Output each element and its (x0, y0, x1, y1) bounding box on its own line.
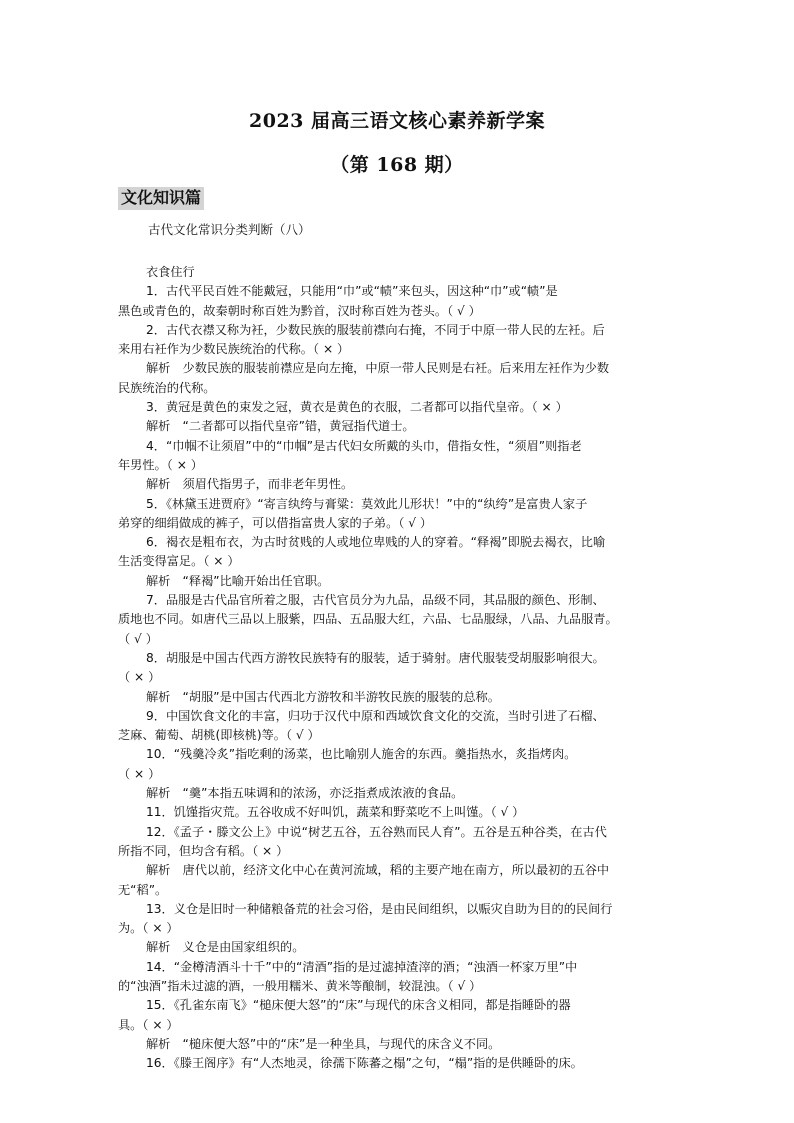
text-line: 所指不同，但均含有稻。（ × ） (118, 843, 289, 858)
text-line: 12．《孟子・滕文公上》中说“树艺五谷，五谷熟而民人育”。五谷是五种谷类，在古代 (146, 824, 607, 839)
text-line: 5．《林黛玉进贾府》“寄言纨绔与膏粱：莫效此儿形状！”中的“纨绔”是富贵人家子 (146, 496, 588, 511)
text-line: 3．黄冠是黄色的束发之冠，黄衣是黄色的衣服，二者都可以指代皇帝。（ × ） (146, 400, 568, 415)
text-line: 解析 须眉代指男子，而非老年男性。 (146, 477, 354, 492)
text-line: 4．“巾帼不让须眉”中的“巾帼”是古代妇女所戴的头巾，借指女性，“须眉”则指老 (146, 438, 582, 453)
text-line: 解析 “槌床便大怒”中的“床”是一种坐具，与现代的床含义不同。 (146, 1036, 501, 1051)
text-line: 15．《孔雀东南飞》“槌床便大怒”的“床”与现代的床含义相同，都是指睡卧的器 (146, 998, 571, 1013)
text-line: 具。（ × ） (118, 1017, 179, 1032)
text-line: 解析 唐代以前，经济文化中心在黄河流域，稻的主要产地在南方，所以最初的五谷中 (146, 863, 610, 878)
text-line: 解析 少数民族的服装前襟应是向左掩，中原一带人民则是右衽。后来用左衽作为少数 (146, 361, 610, 376)
text-line: 弟穿的细绢做成的裤子，可以借指富贵人家的子弟。（ √ ） (118, 515, 433, 530)
issue-number: （第 168 期） (330, 154, 464, 176)
text-line: 解析 “释褐”比喻开始出任官职。 (146, 573, 330, 588)
text-line: 衣食住行 (146, 265, 195, 279)
text-line: 14．“金樽清酒斗十千”中的“清酒”指的是过滤掉渣滓的酒；“浊酒一杯家万里”中 (146, 959, 578, 974)
text-line: 1．古代平民百姓不能戴冠，只能用“巾”或“帻”来包头，因这种“巾”或“帻”是 (146, 284, 558, 299)
text-line: 来用右衽作为少数民族统治的代称。（ × ） (118, 342, 350, 357)
text-line: 10．“残羹冷炙”指吃剩的汤菜，也比喻别人施舍的东西。羹指热水，炙指烤肉。 (146, 747, 577, 762)
text-line: 生活变得富足。（ × ） (118, 554, 240, 569)
text-line: 解析 “胡服”是中国古代西北方游牧和半游牧民族的服装的总称。 (146, 689, 500, 704)
text-line: 芝麻、葡萄、胡桃(即核桃)等。（ √ ） (118, 728, 320, 743)
text-line: 8．胡服是中国古代西方游牧民族特有的服装，适于骑射。唐代服装受胡服影响很大。 (146, 650, 605, 665)
text-line: 质地也不同。如唐代三品以上服紫，四品、五品服大红，六品、七品服绿，八品、九品服青。 (118, 612, 618, 627)
document-title: 2023 届高三语文核心素养新学案 (249, 110, 545, 132)
text-line: （ √ ） (118, 631, 158, 646)
subtitle: 古代文化常识分类判断（八） (148, 222, 311, 237)
text-line: （ × ） (118, 670, 161, 685)
text-line: 6．褐衣是粗布衣，为古时贫贱的人或地位卑贱的人的穿着。“释褐”即脱去褐衣，比喻 (146, 535, 606, 550)
text-line: 11．饥馑指灾荒。五谷收成不好叫饥，蔬菜和野菜吃不上叫馑。（ √ ） (146, 805, 525, 820)
text-line: 解析 “羹”本指五味调和的浓汤，亦泛指煮成浓液的食品。 (146, 786, 464, 801)
text-line: （ × ） (118, 766, 161, 781)
text-line: 2．古代衣襟又称为衽，少数民族的服装前襟向右掩，不同于中原一带人民的左衽。后 (146, 322, 605, 337)
text-line: 年男性。（ × ） (118, 457, 203, 472)
text-line: 7．品服是古代品官所着之服，古代官员分为九品，品级不同，其品服的颜色、形制、 (146, 593, 605, 608)
text-line: 解析 义仓是由国家组织的。 (146, 940, 305, 955)
text-line: 民族统治的代称。 (118, 380, 216, 395)
text-line: 16．《滕王阁序》有“人杰地灵，徐孺下陈蕃之榻”之句，“榻”指的是供睡卧的床。 (146, 1056, 583, 1071)
text-line: 的“浊酒”指未过滤的酒，一般用糯米、黄米等酿制，较混浊。（ √ ） (118, 978, 482, 993)
text-line: 9．中国饮食文化的丰富，归功于汉代中原和西域饮食文化的交流，当时引进了石榴、 (146, 708, 605, 723)
section-label: 文化知识篇 (118, 187, 204, 210)
text-line: 解析 “二者都可以指代皇帝”错，黄冠指代道士。 (146, 419, 415, 434)
text-line: 无“稻”。 (118, 882, 168, 897)
text-line: 13．义仓是旧时一种储粮备荒的社会习俗，是由民间组织，以赈灾自助为目的的民间行 (146, 901, 613, 916)
text-line: 为。（ × ） (118, 921, 179, 936)
text-line: 黑色或青色的，故秦朝时称百姓为黔首，汉时称百姓为苍头。（ √ ） (118, 303, 481, 318)
document-body (118, 263, 678, 1073)
